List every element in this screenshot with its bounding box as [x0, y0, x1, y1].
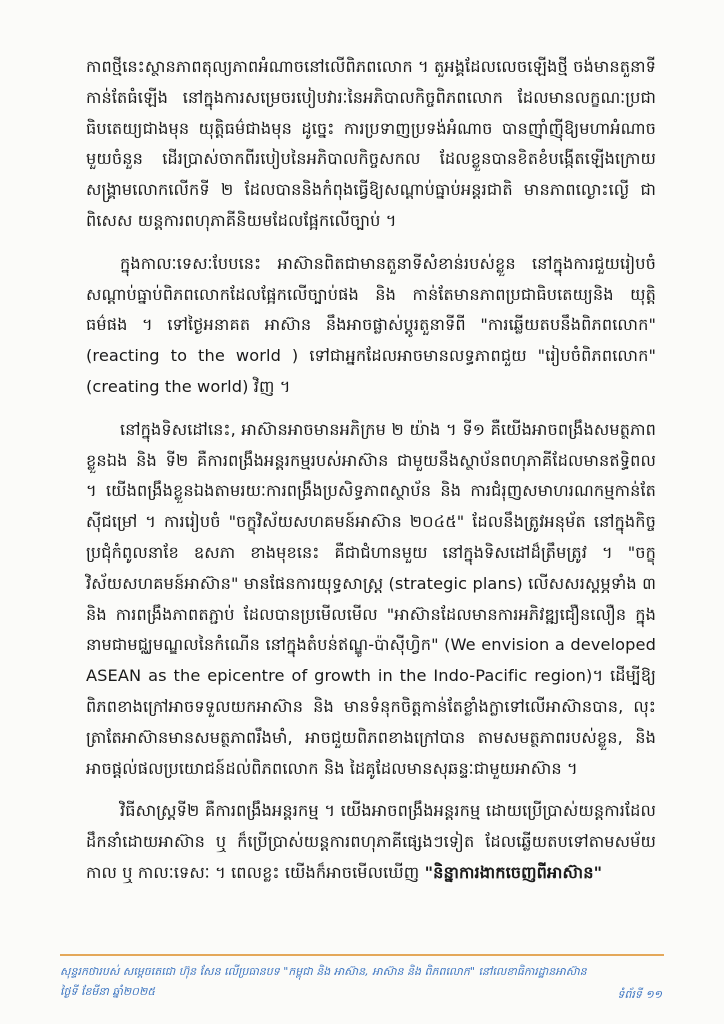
footer-caption [60, 962, 620, 1002]
paragraph-3: នៅក្នុងទិសដៅនេះ, អាស៊ានអាចមានអភិក្រម ២ យ៉ាង ។ ទី១ គឺយើងអាចពង្រឹងសមត្ថភាពខ្លួនឯង និង ទី២ គឺការពង្រឹងអន្តរកម្មរបស់អាស៊ាន ជាមួយនឹងស្ថាប័នពហុភាគីដែលមានឥទ្ធិពល ។ យើងពង្រឹងខ្លួនឯងតាមរយៈការពង្រឹងប្រសិទ្ធភាពស្ថាប័ន និង ការជំរុញសមាហរណកម្មកាន់តែស៊ីជម្រៅ ។ ការរៀបចំ "ចក្ខុវិស័យសហគមន៍អាស៊ាន ២០៤៥" ដែលនឹងត្រូវអនុម័ត នៅក្នុងកិច្ចប្រជុំកំពូលនាខែ ឧសភា ខាងមុខនេះ គឺជាជំហានមួយ នៅក្នុងទិសដៅដ៏ត្រឹមត្រូវ ។ "ចក្ខុវិស័យសហគមន៍អាស៊ាន" មានផែនការយុទ្ធសាស្ត្រ (strategic plans) លើសសរស្តម្ភទាំង ៣ និង ការពង្រឹងភាពតភ្ជាប់ ដែលបានប្រមើលមើល "អាស៊ានដែលមានការអភិវឌ្ឍជឿនលឿន ក្នុងនាមជាមជ្ឈមណ្ឌលនៃកំណើន នៅក្នុងតំបន់ឥណ្ឌូ-ប៉ាស៊ីហ្វិក" (We envision a developed ASEAN as the epicentre of growth in the Indo-Pacific region)។ ដើម្បីឱ្យពិភពខាងក្រៅអាចទទួលយកអាស៊ាន និង មានទំនុកចិត្តកាន់តែខ្លាំងក្លាទៅលើអាស៊ានបាន, លុះត្រាតែអាស៊ានមានសមត្ថភាពរឹងមាំ, អាចជួយពិភពខាងក្រៅបាន តាមសមត្ថភាពរបស់ខ្លួន, និង អាចផ្តល់ផលប្រយោជន៍ដល់ពិភពលោក និង ដៃគូដែលមានសុឆន្ទៈជាមួយអាស៊ាន ។ [86, 419, 656, 778]
document-body [86, 52, 656, 901]
paragraph-4-text: វិធីសាស្ត្រទី២ គឺការពង្រឹងអន្តរកម្ម ។ យើងអាចពង្រឹងអន្តរកម្ម ដោយប្រើប្រាស់យន្តការដែលដឹកនាំដោយអាស៊ាន ឬ ក៏ប្រើប្រាស់យន្តការពហុភាគីផ្សេងៗទៀត ដែលឆ្លើយតបទៅតាមសម័យកាល ឬ កាលៈទេសៈ ។ ពេលខ្លះ យើងក៏អាចមើលឃើញ [86, 801, 656, 882]
footer-date: ថ្ងៃទី ខែមីនា ឆ្នាំ២០២៥ [60, 985, 156, 998]
paragraph-1: កាពថ្មីនេះស្ថានភាពតុល្យភាពអំណាចនៅលើពិភពលោក ។ តួអង្គដែលលេចឡើងថ្មី ចង់មានតួនាទីកាន់តែធំឡើង នៅក្នុងការសម្រេចរបៀបវារៈនៃអភិបាលកិច្ចពិភពលោក ដែលមានលក្ខណៈប្រជាធិបតេយ្យជាងមុន យុត្តិធម៌ជាងមុន ដូច្នេះ ការប្រទាញប្រទង់អំណាច បានញ៉ាំញ៉ីឱ្យមហាអំណាចមួយចំនួន ដើរប្រាស់ចាកពីរបៀបនៃអភិបាលកិច្ចសកល ដែលខ្លួនបានខិតខំបង្កើតឡើងក្រោយសង្គ្រាមលោកលើកទី ២ ដែលបាននិងកំពុងធ្វើឱ្យសណ្តាប់ធ្នាប់អន្តរជាតិ មានភាពល្ងោះល្ងើ ជាពិសេស យន្តការពហុភាគីនិយមដែលផ្អែកលើច្បាប់ ។ [86, 57, 656, 230]
paragraph-2: ក្នុងកាលៈទេសៈបែបនេះ អាស៊ានពិតជាមានតួនាទីសំខាន់របស់ខ្លួន នៅក្នុងការជួយរៀបចំសណ្តាប់ធ្នាប់ពិភពលោកដែលផ្អែកលើច្បាប់ផង និង កាន់តែមានភាពប្រជាធិបតេយ្យនិង យុត្តិធម៌ផង ។ ទៅថ្ងៃអនាគត អាស៊ាន នឹងអាចផ្លាស់ប្តូរតួនាទីពី "ការឆ្លើយតបនឹងពិភពលោក" (reacting to the world ) ទៅជាអ្នកដែលអាចមានលទ្ធភាពជួយ "រៀបចំពិភពលោក" (creating the world) វិញ ។ [86, 253, 656, 396]
paragraph-4 [86, 796, 656, 888]
paragraph-4-bold-phrase: "និន្នាការងាកចេញពីអាស៊ាន" [424, 862, 603, 882]
footer-divider [60, 954, 664, 956]
page-number: ទំព័រទី ១១ [617, 988, 662, 1001]
footer-speech-title: សុន្ទរកថារបស់ សម្តេចតេជោ ហ៊ុន សែន លើប្រធានបទ "កម្ពុជា និង អាស៊ាន, អាស៊ាន និង ពិភពលោក" នៅលេខាធិការដ្ឋានអាស៊ាន [60, 965, 587, 978]
